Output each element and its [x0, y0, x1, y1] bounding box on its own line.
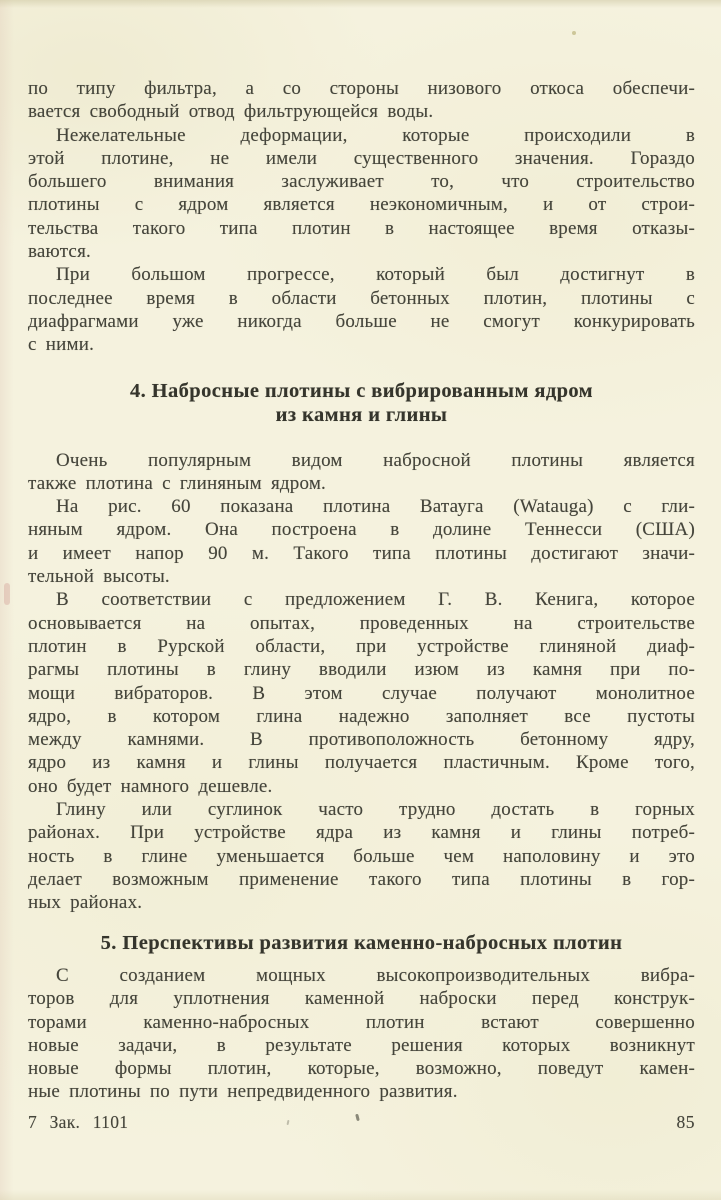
- text-line: ных районах.: [28, 892, 143, 914]
- text-line: по типу фильтра, а со стороны низового откоса обеспечи-: [28, 78, 695, 99]
- text-line: Глину или суглинок часто трудно достать в горных: [56, 799, 695, 821]
- text-line: плотины с ядром является неэкономичным, и от строи-: [28, 194, 695, 216]
- text-line: диафрагмами уже никогда больше не смогут конкурировать: [28, 310, 695, 332]
- text-line: ность в глине уменьшается больше чем наполовину и это: [28, 845, 695, 867]
- text-line: мощи вибраторов. В этом случае получают монолитное: [28, 682, 695, 704]
- paragraph-clay-core: [28, 449, 695, 496]
- text-line: Нежелательные деформации, которые происходили в: [56, 124, 695, 146]
- section-heading-4: [28, 379, 695, 428]
- text-line: большего внимания заслуживает то, что строительство: [28, 171, 695, 193]
- text-line: На рис. 60 показана плотина Ватауга (Watauga) с гли-: [56, 496, 695, 518]
- text-line: между камнями. В противоположность бетонному ядру,: [28, 729, 695, 751]
- section-heading-5: [28, 931, 695, 956]
- text-line: тельства такого типа плотин в настоящее время отказы-: [28, 217, 695, 239]
- scan-speck: [572, 31, 576, 35]
- text-line: районах. При устройстве ядра из камня и глины потреб-: [28, 822, 695, 844]
- text-line: Очень популярным видом набросной плотины является: [56, 449, 695, 471]
- text-line: и имеет напор 90 м. Такого типа плотины достигают значи-: [28, 542, 695, 564]
- text-line: ные плотины по пути непредвиденного развития.: [28, 1081, 458, 1103]
- page-footer: [28, 1112, 695, 1133]
- text-line: плотин в Рурской области, при устройстве глиняной диаф-: [28, 635, 695, 657]
- paragraph-kenig-proposal: [28, 588, 695, 798]
- heading-line: из камня и глины: [275, 404, 448, 427]
- text-line: новые формы плотин, которые, возможно, поведут камен-: [28, 1058, 695, 1080]
- text-line: этой плотине, не имели существенного значения. Гораздо: [28, 147, 695, 169]
- text-line: тельной высоты.: [28, 566, 170, 588]
- paragraph-clay-shortage: [28, 798, 695, 914]
- text-line: делает возможным применение такого типа плотины в гор-: [28, 868, 695, 890]
- text-line: ядро из камня и глины получается пластичным. Кроме того,: [28, 752, 695, 774]
- heading-line: 5. Перспективы развития каменно-набросных плотин: [100, 931, 623, 954]
- text-line: также плотина с глиняным ядром.: [28, 472, 326, 494]
- heading-line: 4. Набросные плотины с вибрированным ядром: [129, 379, 594, 402]
- text-column: [28, 77, 695, 1104]
- text-line: рагмы плотины в глину вводили изюм из камня при по-: [28, 659, 695, 681]
- text-line: вается свободный отвод фильтрующейся воды.: [28, 101, 434, 123]
- text-line: ваются.: [28, 241, 91, 263]
- text-line: основывается на опытах, проведенных на строительстве: [28, 612, 695, 634]
- paragraph-concrete-progress: [28, 263, 695, 356]
- paragraph-vibrator-future: [28, 964, 695, 1104]
- text-line: ядро, в котором глина надежно заполняет все пустоты: [28, 705, 695, 727]
- text-line: оно будет намного дешевле.: [28, 775, 273, 797]
- text-line: торов для уплотнения каменной наброски перед конструк-: [28, 988, 695, 1010]
- text-line: с ними.: [28, 334, 95, 356]
- text-line: последнее время в области бетонных плотин, плотины с: [28, 287, 695, 309]
- text-line: няным ядром. Она построена в долине Теннесси (США): [28, 519, 695, 541]
- text-line: При большом прогрессе, который был достигнут в: [56, 264, 695, 286]
- text-line: новые задачи, в результате решения которых возникнут: [28, 1034, 695, 1056]
- scan-speck: [4, 583, 10, 605]
- paragraph-watauga: [28, 495, 695, 588]
- paragraph-filter-drainage: [28, 77, 695, 124]
- text-line: В соответствии с предложением Г. В. Кенига, которое: [56, 589, 695, 611]
- print-order-signature: 7 Зак. 1101: [28, 1112, 129, 1132]
- text-line: торами каменно-набросных плотин встают совершенно: [28, 1011, 695, 1033]
- text-line: С созданием мощных высокопроизводительных вибра-: [56, 965, 695, 986]
- page-number: 85: [676, 1112, 695, 1132]
- paragraph-deformations: [28, 124, 695, 264]
